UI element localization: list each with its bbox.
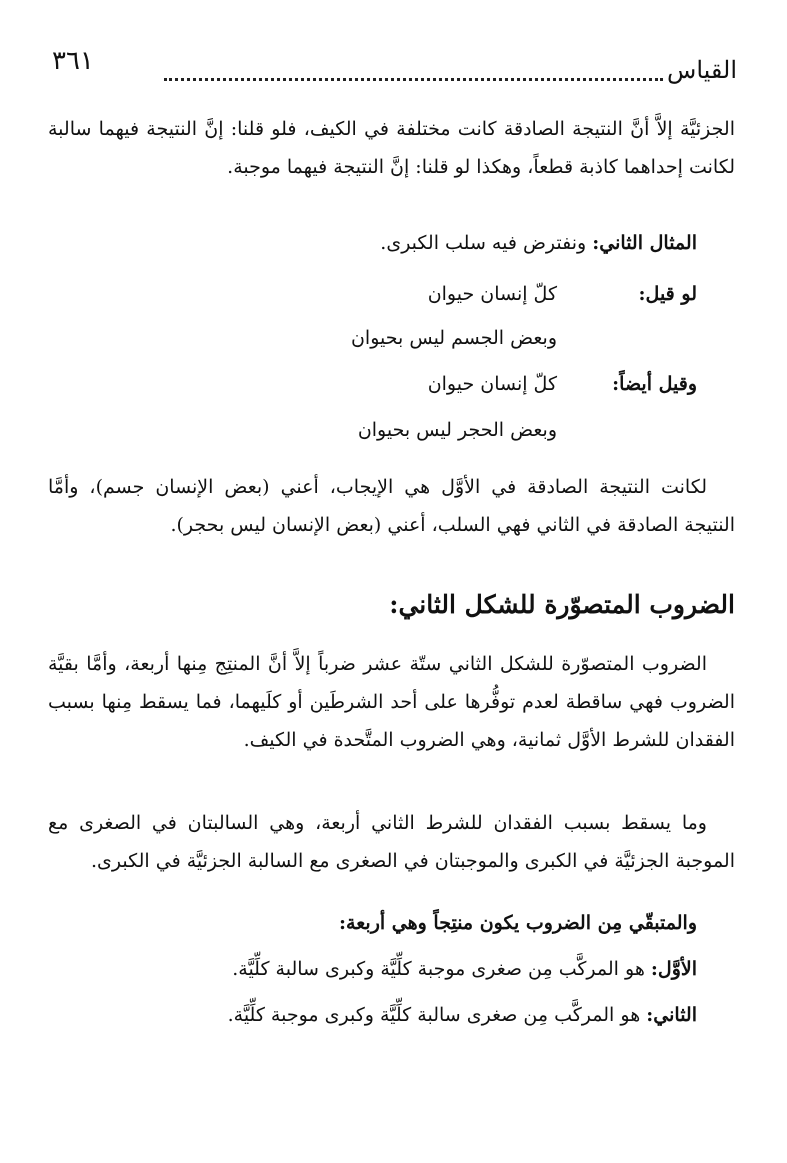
paragraph-2: لكانت النتيجة الصادقة في الأوَّل هي الإيجاب، أعني (بعض الإنسان جسم)، وأمَّا النتيجة الصادقة في الثاني فهي السلب، أعني (بعض الإنسان ليس بحجر).	[48, 476, 735, 536]
case1-line1: كلّ إنسان حيوان	[427, 283, 557, 305]
example-heading	[380, 232, 697, 254]
case2-label: وقيل أيضاً:	[612, 373, 697, 395]
example-heading-label: المثال الثاني:	[592, 232, 697, 254]
paragraph-4: وما يسقط بسبب الفقدان للشرط الثاني أربعة، وهي السالبتان في الصغرى مع الموجبة الجزئيَّة في الكبرى والموجبتان في الصغرى مع السالبة الجزئيَّة في الكبرى.	[48, 812, 735, 872]
list-item-1-label: الأوَّل:	[650, 958, 697, 980]
list-item-2-label: الثاني:	[646, 1004, 697, 1026]
list-item-2-text: هو المركَّب مِن صغرى سالبة كلِّيَّة وكبرى موجبة كلِّيَّة.	[227, 1004, 647, 1026]
paragraph-1: الجزئيَّة إلاَّ أنَّ النتيجة الصادقة كانت مختلفة في الكيف، فلو قلنا: إنَّ النتيجة فيهما سالبة لكانت إحداهما كاذبة قطعاً، وهكذا لو قلنا: إنَّ النتيجة فيهما موجبة.	[48, 118, 735, 178]
running-title: القياس	[667, 56, 737, 84]
case2-line1: كلّ إنسان حيوان	[427, 373, 557, 395]
list-item-1-text: هو المركَّب مِن صغرى موجبة كلِّيَّة وكبرى سالبة كلِّيَّة.	[232, 958, 651, 980]
paragraph-3: الضروب المتصوّرة للشكل الثاني ستّة عشر ضرباً إلاَّ أنَّ المنتِج مِنها أربعة، وأمَّا بقيَّة الضروب فهي ساقطة لعدم توفُّرها على أحد الشرطَين أو كلَيهما، فما يسقط مِنها بسبب الفقدان للشرط الأوَّل ثمانية، وهي الضروب المتَّحدة في الكيف.	[48, 653, 735, 751]
page-number: ٣٦١	[52, 46, 94, 76]
list-item-2	[228, 1004, 697, 1026]
example-heading-text: ونفترض فيه سلب الكبرى.	[380, 232, 593, 254]
case2-line2: وبعض الحجر ليس بحيوان	[357, 419, 557, 441]
dotted-leader	[164, 78, 663, 81]
case1-line2: وبعض الجسم ليس بحيوان	[350, 327, 557, 349]
list-intro: والمتبقّي مِن الضروب يكون منتِجاً وهي أربعة:	[339, 912, 697, 934]
case1-label: لو قيل:	[638, 283, 697, 305]
list-item-1	[232, 958, 697, 980]
page-header	[52, 44, 737, 92]
section-heading: الضروب المتصوّرة للشكل الثاني:	[389, 590, 735, 619]
